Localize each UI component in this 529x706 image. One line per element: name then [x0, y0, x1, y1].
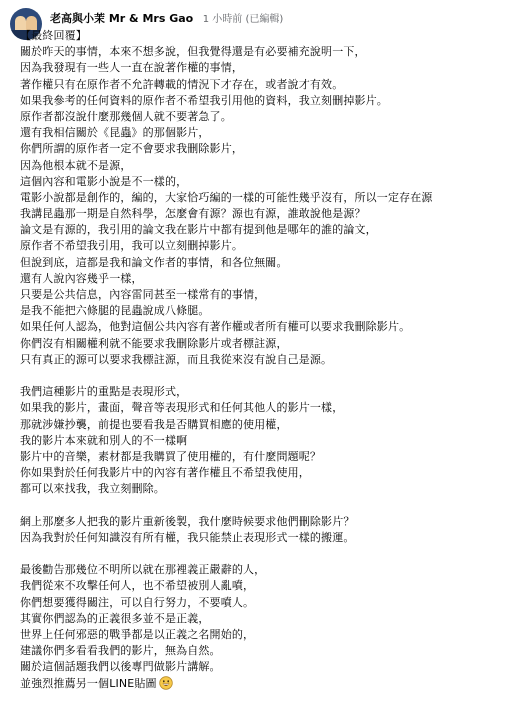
post-text: 是我不能把六條腿的昆蟲說成八條腿。: [20, 304, 210, 318]
post-text: 論文是有源的，我引用的論文我在影片中都有提到他是哪年的誰的論文，: [20, 223, 377, 237]
post-text: 因為我發現有一些人一直在說著作權的事情，: [20, 61, 243, 75]
post-text-line: [20, 530, 520, 546]
paragraph-gap: [20, 368, 520, 384]
post-text-line: [20, 676, 520, 692]
post-text-line: [20, 77, 520, 93]
post-text-line: [20, 514, 520, 530]
post-text: 建議你們多看看我們的影片，無為自然。: [20, 644, 221, 658]
post-text-line: [20, 417, 520, 433]
post-text: 那就涉嫌抄襲，前提也要看我是否購買相應的使用權，: [20, 417, 288, 431]
post-text: 原作者不希望我引用，我可以立刻刪掉影片。: [20, 239, 243, 253]
post-text: 我講昆蟲那一期是自然科學，怎麼會有源？源也有源，誰敢說他是源？: [20, 207, 366, 221]
post-text: 著作權只有在原作者不允許轉載的情況下才存在，或者說才有效。: [20, 77, 344, 91]
post-text: 關於這個話題我們以後專門做影片講解。: [20, 660, 221, 674]
post-text-line: [20, 611, 520, 627]
post-text-line: [20, 141, 520, 157]
edited-label: (已編輯): [245, 14, 284, 25]
post-text: 如果任何人認為，他對這個公共內容有著作權或者所有權可以要求我刪除影片。: [20, 320, 411, 334]
post-text: 我們從來不攻擊任何人，也不希望被別人亂噴，: [20, 579, 255, 593]
author-line: [50, 12, 283, 26]
post-text-line: [20, 109, 520, 125]
post-text: 只有真正的源可以要求我標註源，而且我從來沒有說自己是源。: [20, 352, 333, 366]
post-text: 並強烈推薦另一個LINE貼圖: [20, 676, 157, 690]
post-text-line: [20, 44, 520, 60]
post-text: 但說到底，這都是我和論文作者的事情，和各位無關。: [20, 255, 288, 269]
post-text-line: [20, 255, 520, 271]
post-text: 你們沒有相關權利就不能要求我刪除影片或者標註源，: [20, 336, 288, 350]
post-text-line: [20, 60, 520, 76]
post-text: 如果我參考的任何資料的原作者不希望我引用他的資料，我立刻刪掉影片。: [20, 93, 388, 107]
post-text-line: [20, 643, 520, 659]
post-text-line: [20, 336, 520, 352]
post-text: 關於昨天的事情，本來不想多說，但我覺得還是有必要補充說明一下，: [20, 45, 366, 59]
post-text-line: [20, 125, 520, 141]
post-body: [20, 28, 520, 692]
post-text-line: [20, 319, 520, 335]
post-text: 因為他根本就不是源，: [20, 158, 132, 172]
paragraph-gap: [20, 546, 520, 562]
post-text: 都可以來找我，我立刻刪除。: [20, 482, 165, 496]
post-text: 你如果對於任何我影片中的內容有著作權且不希望我使用，: [20, 466, 310, 480]
post-text: 只要是公共信息，內容雷同甚至一樣常有的事情，: [20, 288, 266, 301]
post-text: 電影小說都是創作的，編的，大家恰巧編的一樣的可能性幾乎沒有，所以一定存在源: [20, 190, 433, 204]
post-text-line: [20, 303, 520, 319]
post-text-line: [20, 481, 520, 497]
post-text: 我們這種影片的重點是表現形式，: [20, 385, 188, 399]
post-text: 因為我對於任何知識沒有所有權，我只能禁止表現形式一樣的搬運。: [20, 530, 355, 544]
post-text-line: [20, 384, 520, 400]
author-name[interactable]: 老高與小茉 Mr & Mrs Gao: [50, 12, 194, 25]
post-text-line: [20, 627, 520, 643]
post-text-line: [20, 174, 520, 190]
post-text: 世界上任何邪惡的戰爭都是以正義之名開始的，: [20, 627, 255, 641]
post-text-line: [20, 222, 520, 238]
post-text: 你們想要獲得關注，可以自行努力，不要噴人。: [20, 595, 255, 609]
post-text-line: [20, 659, 520, 675]
post-text: 還有我相信關於《昆蟲》的那個影片，: [20, 126, 210, 140]
post-text-line: [20, 562, 520, 578]
post-text-line: [20, 190, 520, 206]
post-text-line: [20, 352, 520, 368]
post-text-line: [20, 206, 520, 222]
post-text: 網上那麼多人把我的影片重新後製，我什麼時候要求他們刪除影片？: [20, 514, 355, 528]
post-text: 我的影片本來就和別人的不一樣啊: [20, 433, 188, 447]
post-text-line: [20, 449, 520, 465]
post-text: 其實你們認為的正義很多並不是正義，: [20, 611, 210, 625]
post-text: 如果我的影片，畫面，聲音等表現形式和任何其他人的影片一樣，: [20, 401, 344, 415]
post-text-line: [20, 595, 520, 611]
post-text-line: [20, 238, 520, 254]
post-text: 最後勸告那幾位不明所以就在那裡義正嚴辭的人，: [20, 563, 266, 577]
post-text-line: [20, 93, 520, 109]
post-text: 你們所謂的原作者一定不會要求我刪除影片，: [20, 142, 243, 156]
paragraph-gap: [20, 497, 520, 513]
post-text: 原作者都沒說什麼那幾個人就不要著急了。: [20, 109, 232, 123]
grinning-face-emoji-icon: [159, 676, 173, 695]
post-text-line: [20, 158, 520, 174]
post-text-line: [20, 28, 520, 44]
post-text: 【最終回覆】: [20, 29, 87, 42]
post-text-line: [20, 287, 520, 303]
post-text: 這個內容和電影小說是不一樣的，: [20, 174, 188, 188]
post-timestamp[interactable]: 1 小時前: [202, 14, 243, 25]
post-text-line: [20, 578, 520, 594]
post-text-line: [20, 433, 520, 449]
post-text-line: [20, 400, 520, 416]
post-text-line: [20, 465, 520, 481]
post-text: 影片中的音樂，素材都是我購買了使用權的，有什麼問題呢？: [20, 449, 322, 463]
post-text: 還有人說內容幾乎一樣，: [20, 271, 143, 285]
post-text-line: [20, 271, 520, 287]
